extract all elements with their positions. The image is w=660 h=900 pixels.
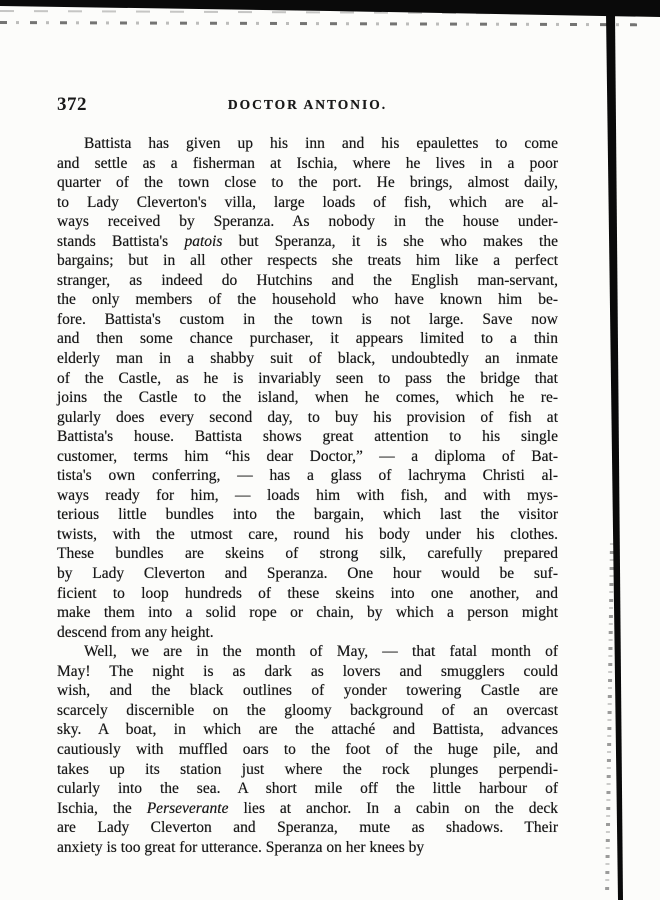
scan-dotted-line (0, 21, 640, 26)
text-line: gularly does every second day, to buy his provision of fish at (57, 408, 558, 426)
text-line: cautiously with muffled oars to the foot of the huge pile, and (57, 740, 558, 758)
text-line: Battista has given up his inn and his epaulettes to come (84, 135, 558, 152)
text-line: bargains; but in all other respects she treats him like a perfect (57, 252, 558, 270)
text-line: terious little bundles into the bargain, which last the visitor (57, 506, 558, 524)
page-number: 372 (57, 94, 87, 115)
text-line: Well, we are in the month of May, — that fatal month of (84, 643, 558, 661)
text-line: ways received by Speranza. As nobody in the house under- (57, 213, 558, 231)
text-line: May! The night is as dark as lovers and smugglers could (57, 662, 558, 680)
text-line: joins the Castle to the island, when he comes, which he re- (57, 389, 558, 407)
scan-right-edge-speckle (605, 540, 614, 890)
paragraph (57, 134, 558, 642)
text-line: stands Battista's patois but Speranza, it is she who makes the (57, 232, 558, 250)
text-line: ways ready for him, — loads him with fish, and with mys- (57, 486, 558, 504)
scan-top-black-band (0, 0, 660, 18)
text-line: by Lady Cleverton and Speranza. One hour would be suf- (57, 565, 558, 583)
text-line: and settle as a fisherman at Ischia, where he lives in a poor (57, 154, 558, 172)
page-body (57, 134, 558, 857)
page-header (57, 94, 558, 114)
text-line: are Lady Cleverton and Speranza, mute as shadows. Their (57, 819, 558, 837)
text-line: the only members of the household who have known him be- (57, 291, 558, 309)
text-line: elderly man in a shabby suit of black, undoubtedly an inmate (57, 350, 558, 368)
text-line: tista's own conferring, — has a glass of lachryma Christi al- (57, 467, 558, 485)
text-line: stranger, as indeed do Hutchins and the English man-servant, (57, 271, 558, 289)
text-line: to Lady Cleverton's villa, large loads of fish, which are al- (57, 193, 558, 211)
text-line: and then some chance purchaser, it appears limited to a thin (57, 330, 558, 348)
text-line: wish, and the black outlines of yonder towering Castle are (57, 682, 558, 700)
running-title: DOCTOR ANTONIO. (227, 97, 388, 112)
text-line: quarter of the town close to the port. He brings, almost daily, (57, 174, 558, 192)
text-line: These bundles are skeins of strong silk, carefully prepared (57, 545, 558, 563)
text-line: scarcely discernible on the gloomy background of an overcast (57, 701, 558, 719)
text-line: cularly into the sea. A short mile off the little harbour of (57, 780, 558, 798)
text-line: Battista's house. Battista shows great attention to his single (57, 428, 558, 446)
text-line: sky. A boat, in which are the attaché and Battista, advances (57, 721, 558, 739)
text-line: ficient to loop hundreds of these skeins into one another, and (57, 584, 558, 602)
text-line: Ischia, the Perseverante lies at anchor. In a cabin on the deck (57, 799, 558, 817)
text-line: make them into a solid rope or chain, by which a person might (57, 604, 558, 622)
text-line: fore. Battista's custom in the town is not large. Save now (57, 310, 558, 328)
text-line: descend from any height. (57, 623, 214, 641)
text-line: anxiety is too great for utterance. Speranza on her knees by (57, 838, 425, 856)
text-line: takes up its station just where the rock plunges perpendi- (57, 760, 558, 778)
text-line: twists, with the utmost care, round his body under his clothes. (57, 525, 558, 543)
text-line: of the Castle, as he is invariably seen to pass the bridge that (57, 369, 558, 387)
paragraph (57, 642, 558, 857)
text-line: customer, terms him “his dear Doctor,” — a diploma of Bat- (57, 447, 558, 465)
